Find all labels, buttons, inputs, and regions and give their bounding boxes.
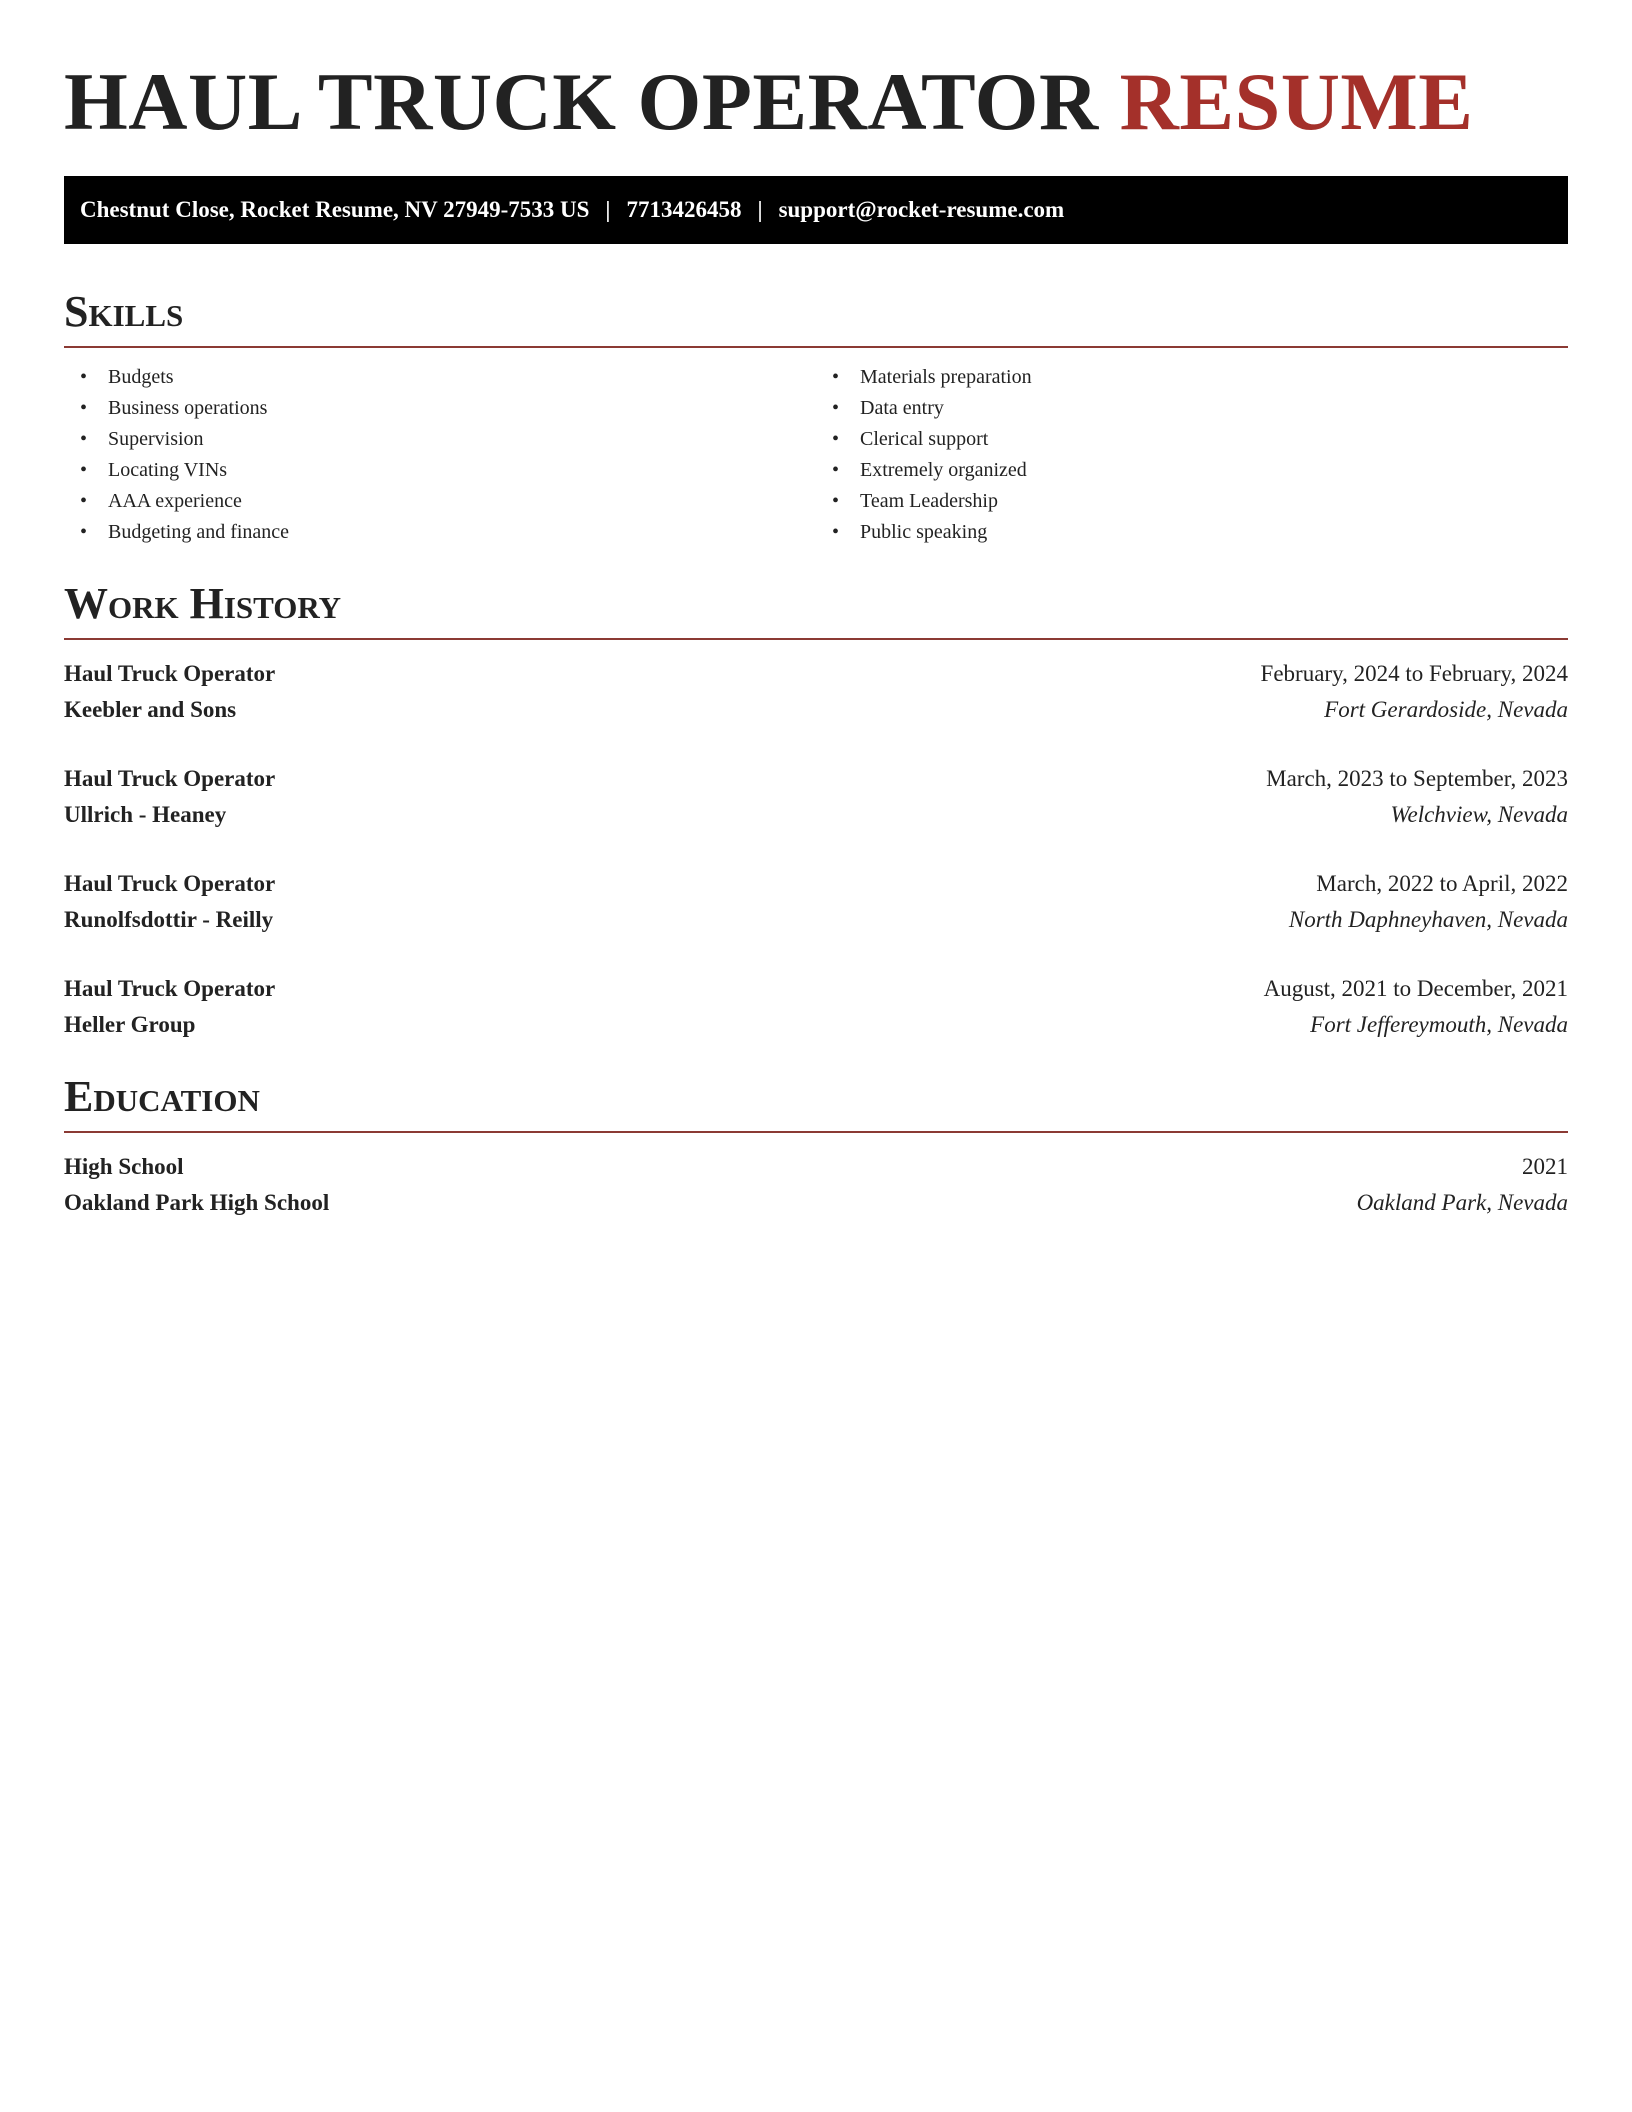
job-dates: March, 2022 to April, 2022 xyxy=(1316,871,1568,896)
contact-email: support@rocket-resume.com xyxy=(778,197,1065,222)
resume-page xyxy=(64,52,1568,1221)
skill-item: • AAA experience xyxy=(108,486,816,517)
work-history-heading: Work History xyxy=(64,576,1568,640)
skills-grid xyxy=(64,362,1568,548)
skills-list-left xyxy=(64,362,816,548)
education-school: Oakland Park High School xyxy=(64,1190,330,1215)
job-entry xyxy=(64,761,1568,833)
education-location: Oakland Park, Nevada xyxy=(1356,1190,1568,1215)
job-entry xyxy=(64,866,1568,938)
contact-phone: 7713426458 xyxy=(626,197,742,222)
skill-item: • Locating VINs xyxy=(108,455,816,486)
education-heading: Education xyxy=(64,1069,1568,1133)
job-dates: February, 2024 to February, 2024 xyxy=(1260,661,1568,686)
skills-heading: Skills xyxy=(64,284,1568,348)
job-location: Welchview, Nevada xyxy=(1390,802,1568,827)
skill-item: • Business operations xyxy=(108,393,816,424)
title-main: HAUL TRUCK OPERATOR xyxy=(64,56,1099,147)
job-company: Heller Group xyxy=(64,1012,196,1037)
job-title: Haul Truck Operator xyxy=(64,661,276,686)
job-title: Haul Truck Operator xyxy=(64,766,276,791)
job-title: Haul Truck Operator xyxy=(64,871,276,896)
education-section xyxy=(64,1069,1568,1221)
skill-item: • Supervision xyxy=(108,424,816,455)
job-company: Runolfsdottir - Reilly xyxy=(64,907,274,932)
skill-item: • Clerical support xyxy=(860,424,1568,455)
skills-list-right xyxy=(816,362,1568,548)
job-location: North Daphneyhaven, Nevada xyxy=(1288,907,1568,932)
skill-item: • Extremely organized xyxy=(860,455,1568,486)
work-history-section xyxy=(64,576,1568,1043)
skill-item: • Budgets xyxy=(108,362,816,393)
job-dates: August, 2021 to December, 2021 xyxy=(1263,976,1568,1001)
job-entry xyxy=(64,656,1568,728)
education-entry xyxy=(64,1149,1568,1221)
resume-title xyxy=(64,52,1568,152)
skill-item: • Materials preparation xyxy=(860,362,1568,393)
job-company: Keebler and Sons xyxy=(64,697,237,722)
skill-item: • Data entry xyxy=(860,393,1568,424)
education-year: 2021 xyxy=(1522,1154,1568,1179)
skill-item: • Public speaking xyxy=(860,517,1568,548)
job-entry xyxy=(64,971,1568,1043)
contact-separator: | xyxy=(757,197,763,222)
job-dates: March, 2023 to September, 2023 xyxy=(1266,766,1568,791)
contact-address: Chestnut Close, Rocket Resume, NV 27949-7533 US xyxy=(80,197,590,222)
contact-bar xyxy=(64,176,1568,244)
job-location: Fort Gerardoside, Nevada xyxy=(1324,697,1568,722)
job-location: Fort Jeffereymouth, Nevada xyxy=(1310,1012,1568,1037)
skills-section xyxy=(64,284,1568,548)
contact-separator: | xyxy=(605,197,611,222)
skill-item: • Team Leadership xyxy=(860,486,1568,517)
education-degree: High School xyxy=(64,1154,184,1179)
skill-item: • Budgeting and finance xyxy=(108,517,816,548)
job-company: Ullrich - Heaney xyxy=(64,802,227,827)
title-accent: RESUME xyxy=(1119,56,1474,147)
job-title: Haul Truck Operator xyxy=(64,976,276,1001)
